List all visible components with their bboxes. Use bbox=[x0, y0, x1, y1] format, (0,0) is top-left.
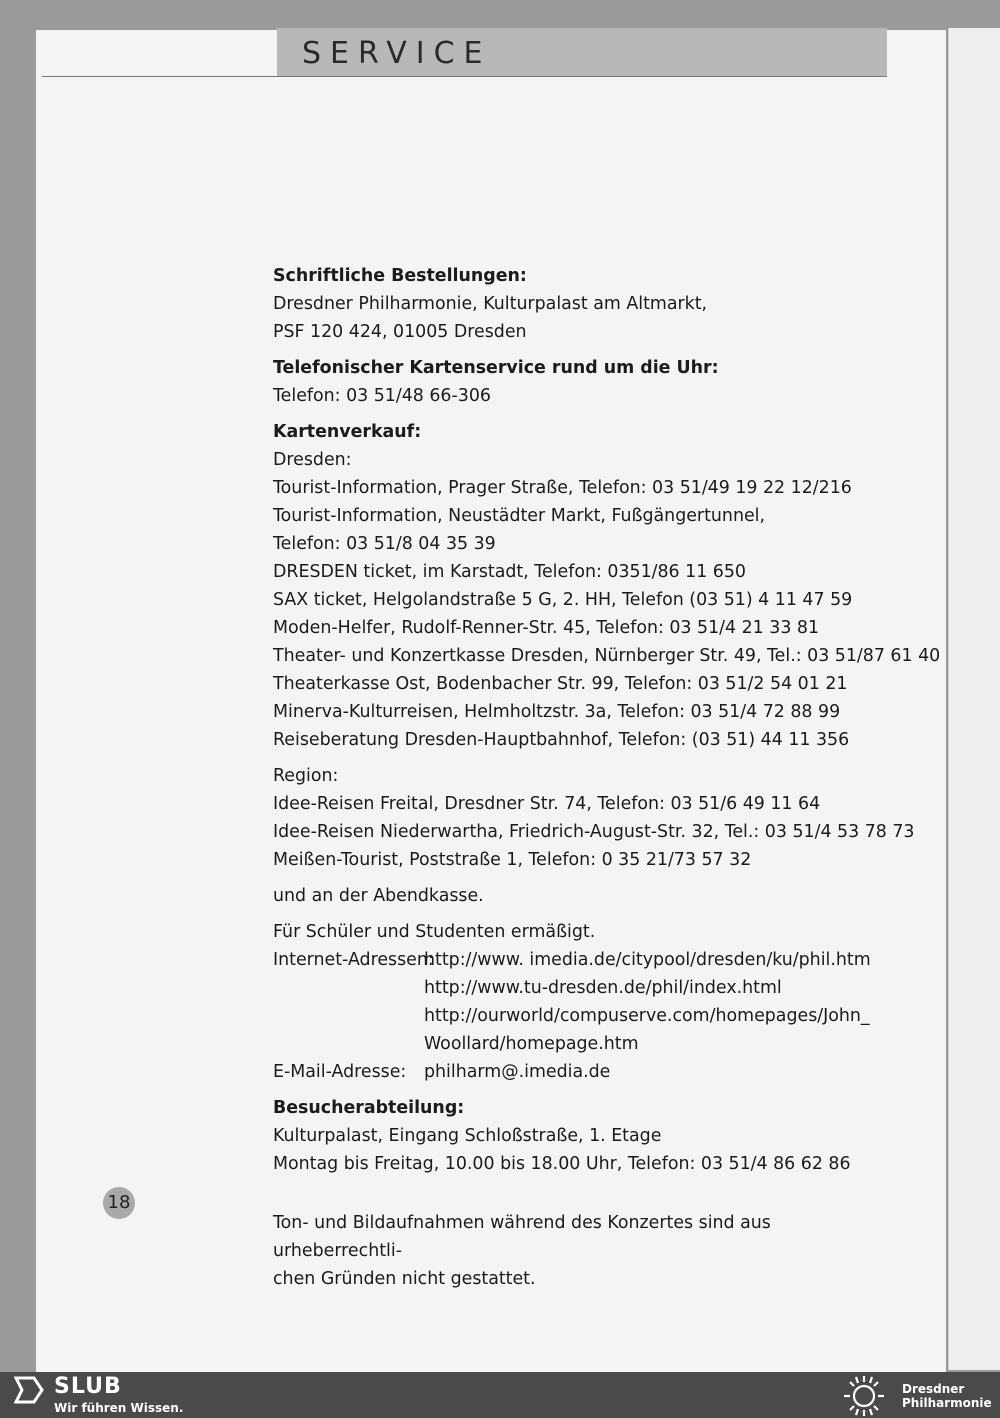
evening-box-office: und an der Abendkasse. bbox=[273, 886, 484, 906]
email-address[interactable]: philharm@.imedia.de bbox=[424, 1062, 611, 1082]
internet-url[interactable]: http://www.tu-dresden.de/phil/index.html bbox=[424, 978, 782, 998]
region-outlet-line: Idee-Reisen Freital, Dresdner Str. 74, Telefon: 03 51/6 49 11 64 bbox=[273, 794, 821, 814]
internet-url[interactable]: http://www. imedia.de/citypool/dresden/ku/phil.htm bbox=[424, 950, 871, 970]
region-outlet-line: Meißen-Tourist, Poststraße 1, Telefon: 0 35 21/73 57 32 bbox=[273, 850, 752, 870]
dresdner-philharmonie-logo-icon bbox=[841, 1374, 887, 1418]
ticket-outlet-line: Tourist-Information, Prager Straße, Telefon: 03 51/49 19 22 12/216 bbox=[273, 478, 852, 498]
region-outlet-line: Idee-Reisen Niederwartha, Friedrich-August-Str. 32, Tel.: 03 51/4 53 78 73 bbox=[273, 822, 915, 842]
ticket-outlet-line: Theaterkasse Ost, Bodenbacher Str. 99, Telefon: 03 51/2 54 01 21 bbox=[273, 674, 848, 694]
phone-service-heading: Telefonischer Kartenservice rund um die Uhr: bbox=[273, 358, 719, 378]
ticket-outlet-line: Minerva-Kulturreisen, Helmholtzstr. 3a, Telefon: 03 51/4 72 88 99 bbox=[273, 702, 841, 722]
internet-url[interactable]: Woollard/homepage.htm bbox=[424, 1034, 639, 1054]
slub-name: SLUB bbox=[54, 1374, 122, 1399]
service-content bbox=[273, 262, 941, 1178]
ticket-outlet-line: DRESDEN ticket, im Karstadt, Telefon: 0351/86 11 650 bbox=[273, 562, 747, 582]
recording-notice-line: Ton- und Bildaufnahmen während des Konzertes sind aus urheberrechtli- bbox=[273, 1213, 771, 1261]
ticket-outlet-line: Theater- und Konzertkasse Dresden, Nürnberger Str. 49, Tel.: 03 51/87 61 40 bbox=[273, 646, 941, 666]
email-label: E-Mail-Adresse: bbox=[273, 1062, 407, 1082]
ticket-outlet-line: SAX ticket, Helgolandstraße 5 G, 2. HH, Telefon (03 51) 4 11 47 59 bbox=[273, 590, 853, 610]
ticket-sales-heading: Kartenverkauf: bbox=[273, 422, 422, 442]
written-orders-line: Dresdner Philharmonie, Kulturpalast am Altmarkt, bbox=[273, 294, 708, 314]
recording-notice bbox=[273, 1209, 893, 1293]
section-title: SERVICE bbox=[302, 36, 492, 71]
visitors-heading: Besucherabteilung: bbox=[273, 1098, 465, 1118]
slub-tagline: Wir führen Wissen. bbox=[54, 1401, 184, 1415]
page-number: 18 bbox=[103, 1187, 135, 1219]
partner-name-line: Dresdner bbox=[902, 1382, 965, 1396]
slub-logo-icon bbox=[14, 1376, 44, 1404]
partner-name-line: Philharmonie bbox=[902, 1396, 992, 1410]
partner-name bbox=[902, 1382, 992, 1410]
email-row bbox=[273, 1058, 893, 1086]
ticket-outlet-line: Tourist-Information, Neustädter Markt, Fußgängertunnel, bbox=[273, 506, 766, 526]
ticket-outlet-line: Reiseberatung Dresden-Hauptbahnhof, Telefon: (03 51) 44 11 356 bbox=[273, 730, 850, 750]
adjacent-page-edge bbox=[948, 28, 1000, 1370]
region-label: Region: bbox=[273, 766, 339, 786]
written-orders-heading: Schriftliche Bestellungen: bbox=[273, 266, 527, 286]
discount-note: Für Schüler und Studenten ermäßigt. bbox=[273, 922, 596, 942]
internet-label: Internet-Adressen: bbox=[273, 950, 434, 970]
visitors-line: Kulturpalast, Eingang Schloßstraße, 1. Etage bbox=[273, 1126, 662, 1146]
header-rule bbox=[42, 76, 887, 77]
visitors-line: Montag bis Freitag, 10.00 bis 18.00 Uhr, Telefon: 03 51/4 86 62 86 bbox=[273, 1154, 851, 1174]
recording-notice-line: chen Gründen nicht gestattet. bbox=[273, 1269, 536, 1289]
phone-service-line: Telefon: 03 51/48 66-306 bbox=[273, 386, 491, 406]
internet-url[interactable]: http://ourworld/compuserve.com/homepages/John_ bbox=[424, 1006, 870, 1026]
ticket-outlet-line: Telefon: 03 51/8 04 35 39 bbox=[273, 534, 496, 554]
internet-addresses bbox=[273, 946, 893, 1058]
dresden-label: Dresden: bbox=[273, 450, 352, 470]
ticket-outlet-line: Moden-Helfer, Rudolf-Renner-Str. 45, Telefon: 03 51/4 21 33 81 bbox=[273, 618, 820, 638]
written-orders-line: PSF 120 424, 01005 Dresden bbox=[273, 322, 527, 342]
